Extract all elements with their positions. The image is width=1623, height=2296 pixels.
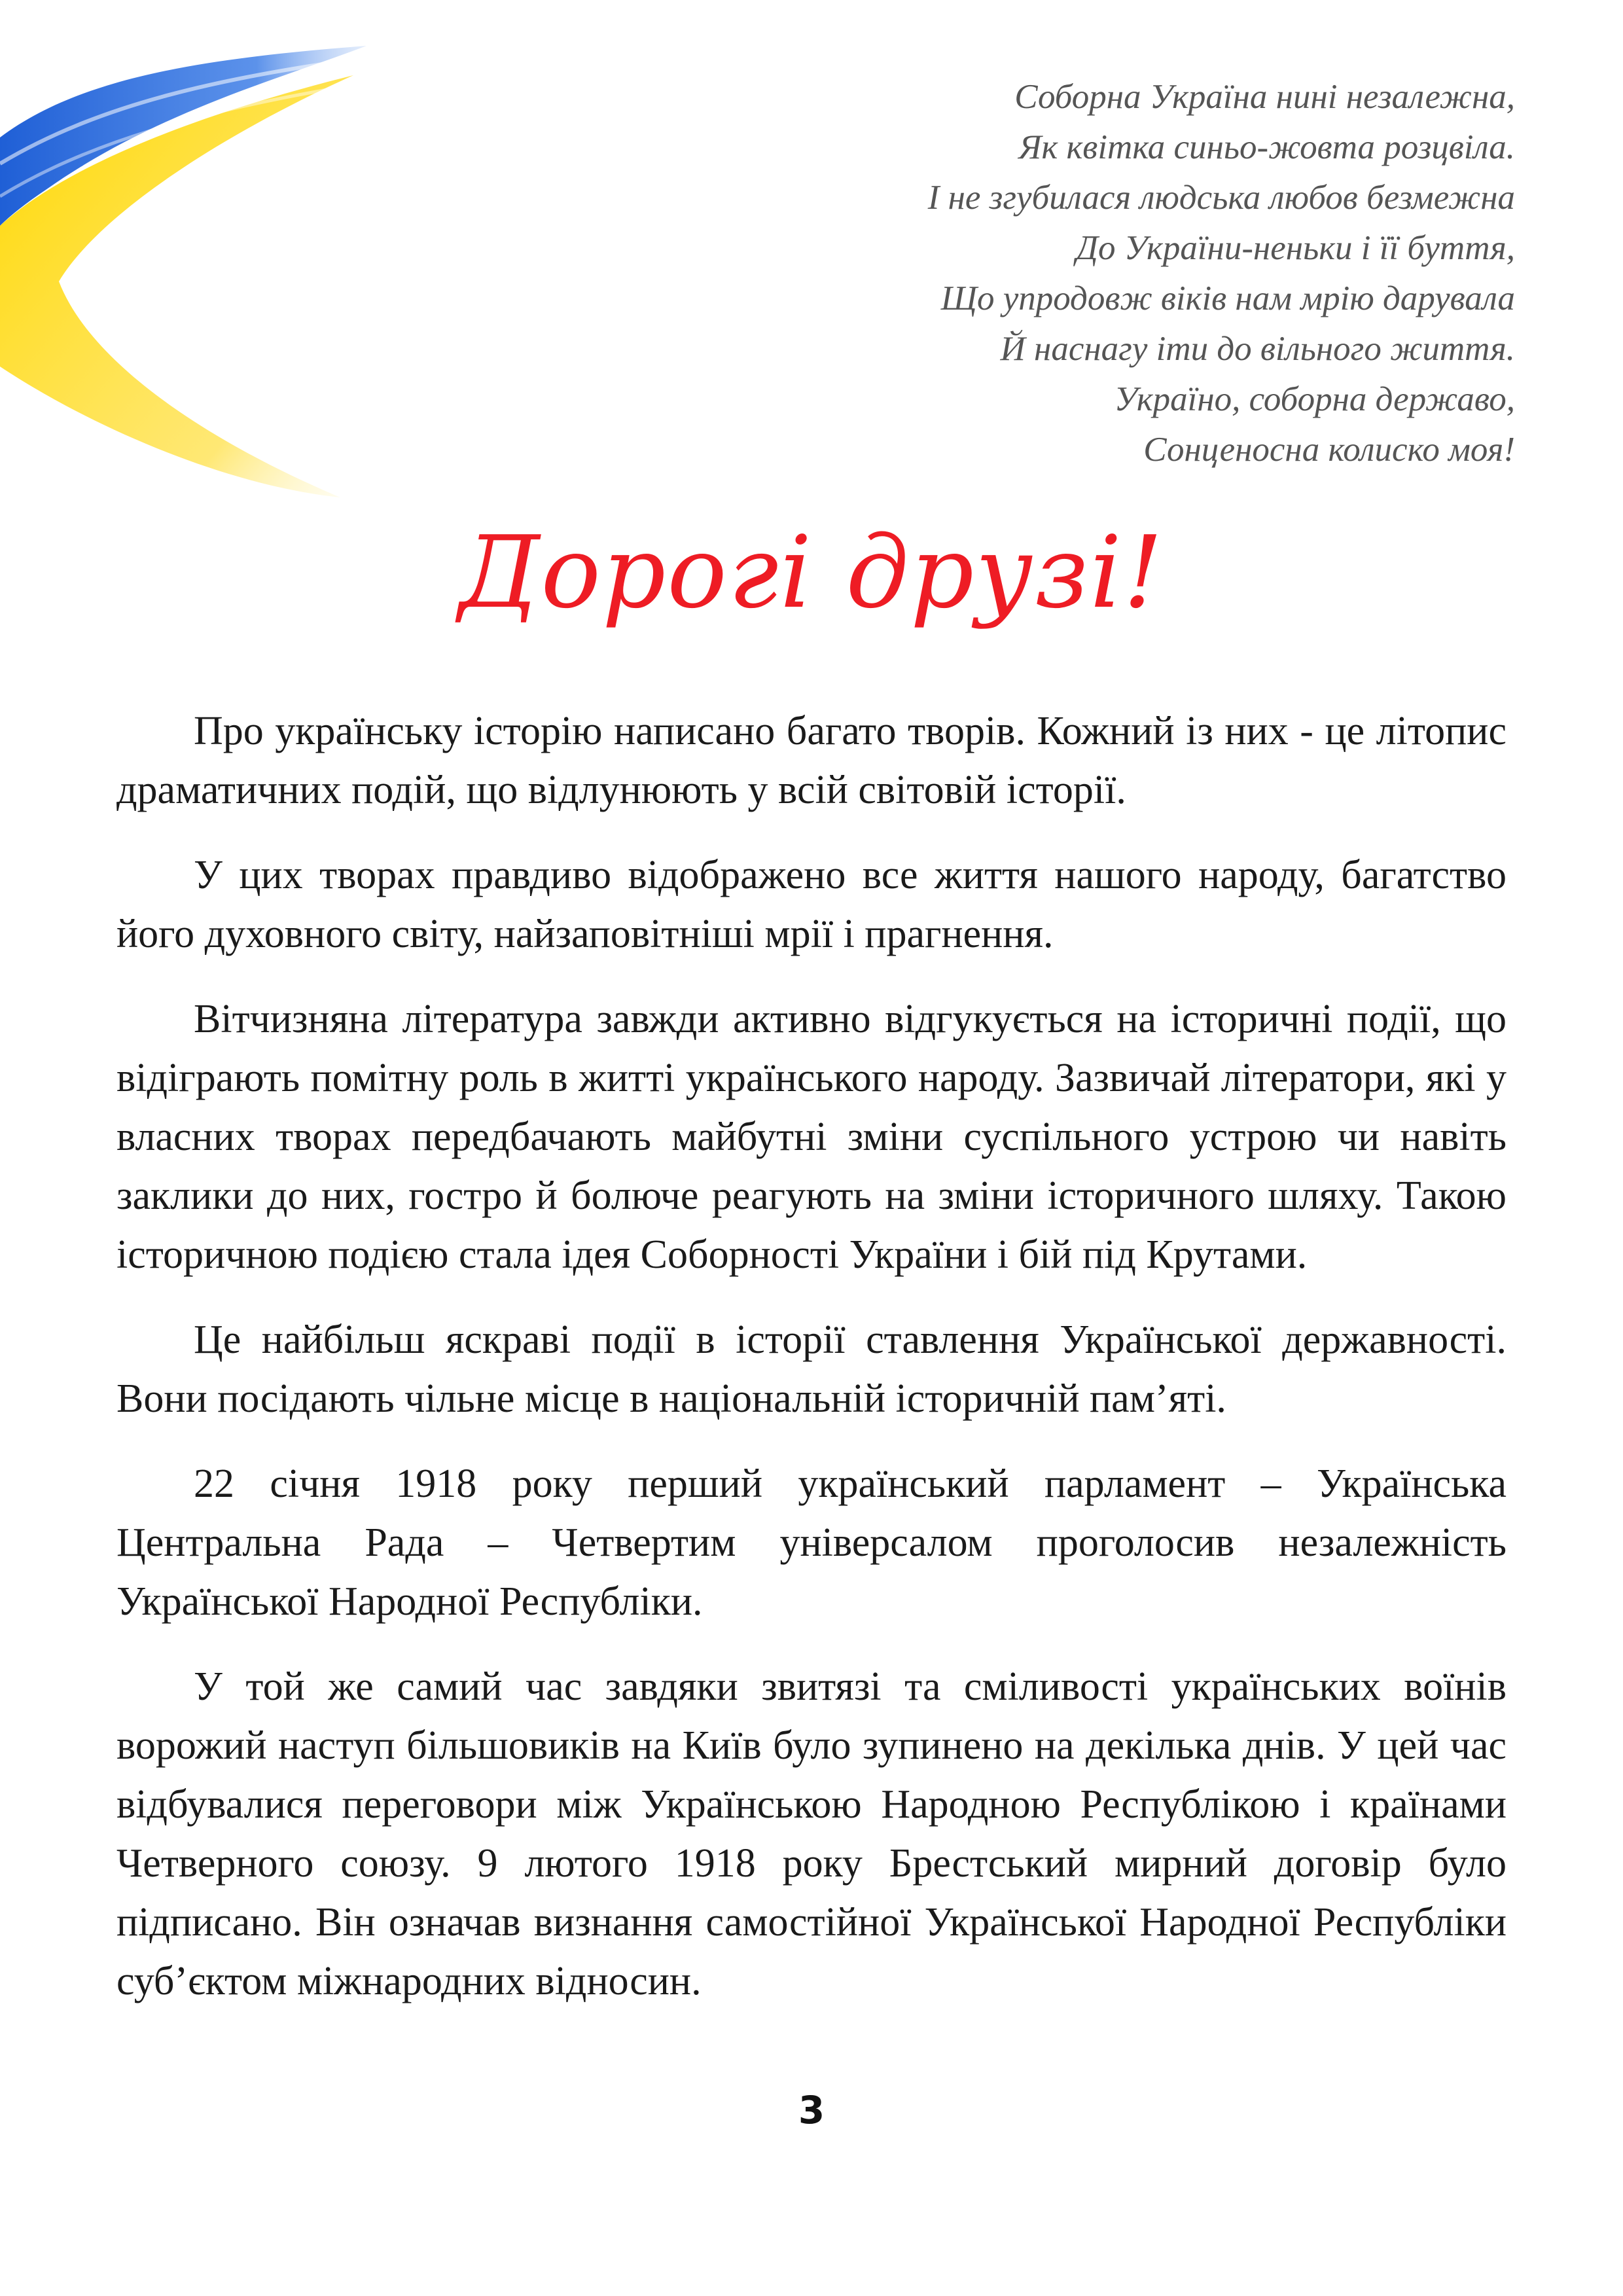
ukraine-flag-ribbon-icon [0, 0, 393, 511]
page-number: 3 [798, 2088, 825, 2132]
paragraph: Вітчизняна література завжди активно відгукується на історичні події, що відіграють помітну роль в житті українського народу. Зазвичай літератори, які у власних творах передбачають майбутні зміни суспільного устрою чи навіть заклики до них, гостро й болюче реагують на зміни історичного шляху. Такою історичною подією стала ідея Соборності України і бій під Крутами. [116, 997, 1507, 1277]
paragraph: Це найбільш яскраві події в історії ставлення Української державності. Вони посідають чільне місце в національній історичній пам’яті. [116, 1318, 1507, 1421]
poem-line: Україно, соборна державо, [1114, 380, 1515, 418]
greeting-heading: Дорогі друзі! [458, 514, 1165, 630]
paragraph: 22 січня 1918 року перший український парламент – Українська Центральна Рада – Четвертим універсалом проголосив незалежність Української Народної Республіки. [116, 1462, 1507, 1624]
body-text [116, 702, 1507, 2037]
poem-line: І не згубилася людська любов безмежна [927, 179, 1515, 217]
poem-line: Що упродовж віків нам мрію дарувала [940, 279, 1515, 317]
paragraph: У той же самий час завдяки звитязі та сміливості українських воїнів ворожий наступ більшовиків на Київ було зупинено на декілька днів. У цей час відбувалися переговори між Українською Народною Республікою і країнами Четверного союзу. 9 лютого 1918 року Брестський мирний договір було підписано. Він означав визнання самостійної Української Народної Республіки суб’єктом міжнародних відносин. [116, 1664, 1507, 2003]
paragraph: У цих творах правдиво відображено все життя нашого народу, багатство його духовного світу, найзаповітніші мрії і прагнення. [116, 853, 1507, 956]
poem-line: Соборна Україна нині незалежна, [1014, 78, 1515, 116]
poem-epigraph [599, 72, 1515, 475]
poem-line: Й наснагу іти до вільного життя. [1000, 330, 1515, 368]
paragraph: Про українську історію написано багато творів. Кожний із них - це літопис драматичних подій, що відлунюють у всій світовій історії. [116, 709, 1507, 812]
poem-line: До України-неньки і її буття, [1076, 229, 1515, 267]
poem-line: Як квітка синьо-жовта розцвіла. [1018, 128, 1515, 166]
poem-line: Сонценосна колиско моя! [1143, 431, 1515, 469]
